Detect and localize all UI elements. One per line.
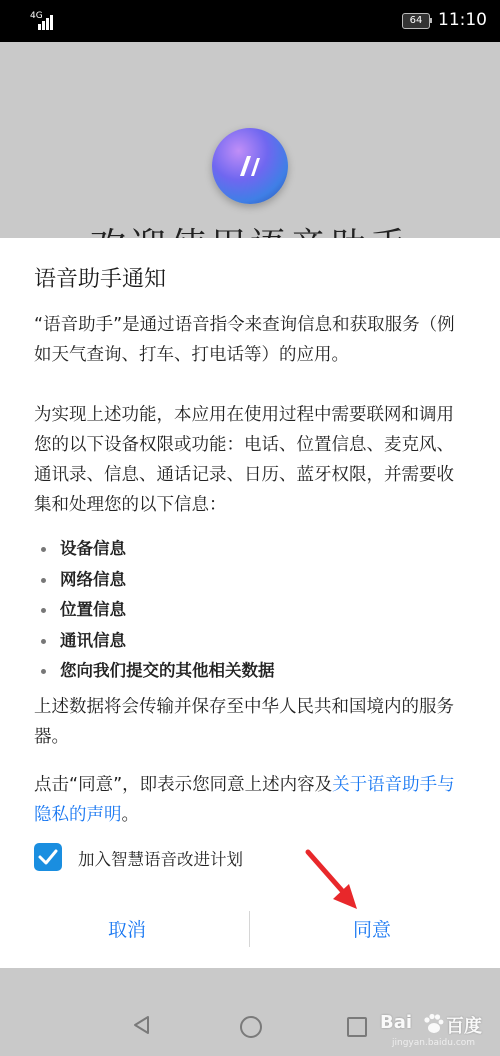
dialog-title: 语音助手通知 [34, 267, 167, 292]
list-item: 通讯信息 [34, 626, 275, 657]
bullet-icon [41, 669, 46, 674]
collected-info-list [34, 534, 275, 687]
intro-paragraph: “语音助手”是通过语音指令来查询信息和获取服务（例如天气查询、打车、打电话等）的应用。 [34, 315, 455, 365]
circle-home-icon[interactable] [240, 1016, 262, 1038]
network-type-label: 4G [30, 11, 43, 21]
triangle-back-icon[interactable] [132, 1015, 152, 1035]
consent-text: 点击“同意”，即表示您同意上述内容及 [34, 775, 333, 795]
battery-icon [402, 13, 430, 29]
voice-assistant-logo-icon [212, 128, 288, 204]
signal-icon [30, 12, 54, 30]
battery-level: 64 [409, 15, 423, 26]
watermark-logo-left: Bai [380, 1012, 413, 1033]
status-bar [0, 0, 500, 42]
privacy-notice-dialog [0, 238, 500, 968]
status-time: 11:10 [438, 10, 487, 30]
improvement-plan-checkbox[interactable] [34, 843, 62, 871]
data-storage-paragraph: 上述数据将会传输并保存至中华人民共和国境内的服务器。 [34, 697, 454, 747]
list-item: 您向我们提交的其他相关数据 [34, 656, 275, 687]
permissions-paragraph: 为实现上述功能，本应用在使用过程中需要联网和调用您的以下设备权限或功能：电话、位置信息、麦克风、通讯录、信息、通话记录、日历、蓝牙权限，并需要收集和处理您的以下信息： [34, 405, 454, 515]
checkmark-icon [38, 848, 58, 866]
battery-tip [430, 18, 432, 23]
improvement-plan-label: 加入智慧语音改进计划 [78, 850, 243, 869]
paw-logo-icon [422, 1013, 444, 1035]
logo-mark-icon [234, 150, 266, 182]
consent-text-end: 。 [121, 805, 139, 825]
bullet-icon [41, 578, 46, 583]
watermark-url: jingyan.baidu.com [392, 1038, 476, 1048]
cancel-button[interactable]: 取消 [37, 912, 217, 948]
button-divider [249, 911, 250, 947]
bullet-icon [41, 547, 46, 552]
square-recent-icon[interactable] [347, 1017, 367, 1037]
list-item: 位置信息 [34, 595, 275, 626]
agree-button[interactable]: 同意 [282, 912, 462, 948]
list-item: 网络信息 [34, 565, 275, 596]
privacy-statement-link[interactable]: 关于语音助手与隐私的声明 [34, 775, 455, 825]
bullet-icon [41, 608, 46, 613]
bullet-icon [41, 639, 46, 644]
watermark-logo-right: 百度 [446, 1016, 482, 1037]
consent-paragraph [34, 770, 470, 830]
baidu-watermark [380, 1012, 492, 1052]
list-item: 设备信息 [34, 534, 275, 565]
